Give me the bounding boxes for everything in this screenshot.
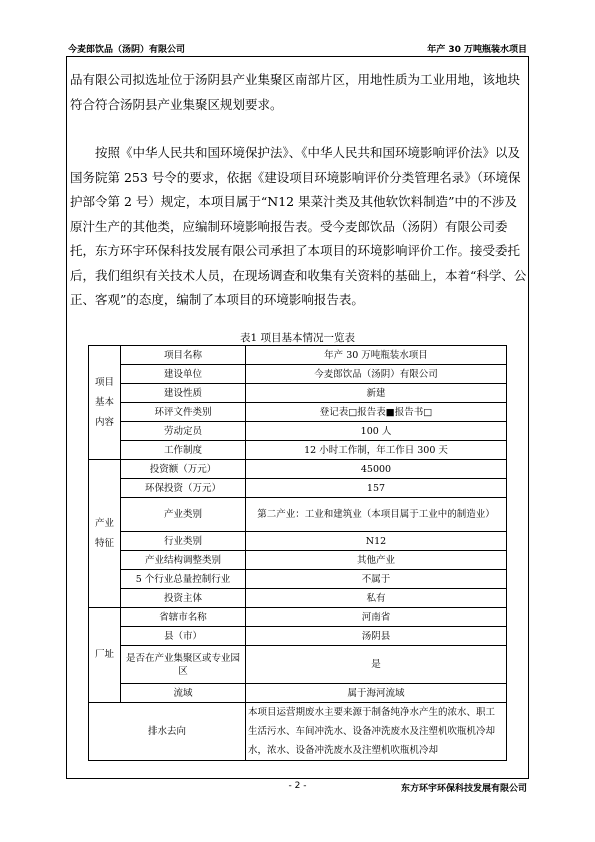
row-value: 年产 30 万吨瓶装水项目 xyxy=(246,346,507,365)
row-label: 投资主体 xyxy=(121,589,246,608)
table-row xyxy=(89,384,507,403)
row-label: 环评文件类别 xyxy=(121,403,246,422)
row-label: 劳动定员 xyxy=(121,422,246,441)
table-row xyxy=(89,589,507,608)
footer-rule xyxy=(66,778,529,779)
body-text-1 xyxy=(70,68,527,117)
row-label: 投资额（万元） xyxy=(121,460,246,479)
table-row xyxy=(89,646,507,684)
page-header xyxy=(66,40,529,56)
paragraph-2: 按照《中华人民共和国环境保护法》、《中华人民共和国环境影响评价法》以及国务院第 253 号令的要求，依据《建设项目环境影响评价分类管理名录》（环境保护部令第 2 号）规定，本项目属于“N12 果菜汁类及其他软饮料制造”中的不涉及原汁生产的其他类，应编制环境影响报告表。受今麦郎饮品（汤阴）有限公司委托，东方环宇环保科技发展有限公司承担了本项目的环境影响评价工作。接受委托后，我们组织有关技术人员，在现场调查和收集有关资料的基础上，本着“科学、公正、客观”的态度，编制了本项目的环境影响报告表。 xyxy=(70,145,527,307)
table-row xyxy=(89,441,507,460)
row-label: 5 个行业总量控制行业 xyxy=(121,570,246,589)
row-value: 其他产业 xyxy=(246,551,507,570)
row-label: 流域 xyxy=(121,684,246,703)
footer-company: 东方环宇环保科技发展有限公司 xyxy=(400,784,527,794)
row-value: 12 小时工作制，年工作日 300 天 xyxy=(246,441,507,460)
table-row xyxy=(89,479,507,498)
row-value: N12 xyxy=(246,532,507,551)
table-row xyxy=(89,498,507,532)
row-value: 第二产业：工业和建筑业（本项目属于工业中的制造业） xyxy=(246,498,507,532)
row-value: 本项目运营期废水主要来源于制备纯净水产生的浓水、职工生活污水、车间冲洗水、设备冲洗废水及注塑机吹瓶机冷却水，浓水、设备冲洗废水及注塑机吹瓶机冷却 xyxy=(246,703,507,761)
row-value: 45000 xyxy=(246,460,507,479)
right-frame-line xyxy=(528,57,529,778)
page-number: - 2 - xyxy=(288,781,307,791)
row-label: 产业类别 xyxy=(121,498,246,532)
row-label: 建设单位 xyxy=(121,365,246,384)
row-label: 排水去向 xyxy=(89,703,246,761)
left-frame-line xyxy=(66,57,67,778)
row-value: 属于海河流域 xyxy=(246,684,507,703)
row-value: 今麦郎饮品（汤阴）有限公司 xyxy=(246,365,507,384)
group-industry: 产业特征 xyxy=(89,460,121,608)
group-site: 厂址 xyxy=(89,608,121,703)
page-footer xyxy=(66,781,529,797)
table-row xyxy=(89,532,507,551)
header-company: 今麦郎饮品（汤阴）有限公司 xyxy=(68,45,186,55)
row-label: 建设性质 xyxy=(121,384,246,403)
table-row xyxy=(89,365,507,384)
row-value: 登记表□报告表■报告书□ xyxy=(246,403,507,422)
table-row xyxy=(89,422,507,441)
table-row xyxy=(89,684,507,703)
row-label: 县（市） xyxy=(121,627,246,646)
row-label: 项目名称 xyxy=(121,346,246,365)
project-info-table xyxy=(88,345,507,761)
table-row xyxy=(89,403,507,422)
row-value: 汤阴县 xyxy=(246,627,507,646)
row-label: 工作制度 xyxy=(121,441,246,460)
table-caption: 表1 项目基本情况一览表 xyxy=(239,332,356,344)
row-value: 100 人 xyxy=(246,422,507,441)
table-row xyxy=(89,627,507,646)
table-row xyxy=(89,551,507,570)
row-value: 不属于 xyxy=(246,570,507,589)
paragraph-1: 品有限公司拟选址位于汤阴县产业集聚区南部片区，用地性质为工业用地，该地块符合符合汤阴县产业集聚区规划要求。 xyxy=(70,72,521,112)
row-value: 157 xyxy=(246,479,507,498)
row-value: 私有 xyxy=(246,589,507,608)
body-text-2 xyxy=(70,141,527,313)
table-row xyxy=(89,703,507,761)
table-row xyxy=(89,460,507,479)
row-label: 产业结构调整类别 xyxy=(121,551,246,570)
row-value: 河南省 xyxy=(246,608,507,627)
table-row xyxy=(89,570,507,589)
row-label: 省辖市名称 xyxy=(121,608,246,627)
table-row xyxy=(89,608,507,627)
row-value: 新建 xyxy=(246,384,507,403)
row-label: 行业类别 xyxy=(121,532,246,551)
group-project: 项目基本内容 xyxy=(89,346,121,460)
row-value: 是 xyxy=(246,646,507,684)
row-label: 环保投资（万元） xyxy=(121,479,246,498)
row-label: 是否在产业集聚区或专业园区 xyxy=(121,646,246,684)
header-project: 年产 30 万吨瓶装水项目 xyxy=(427,45,527,55)
header-rule xyxy=(66,56,529,57)
table-row xyxy=(89,346,507,365)
